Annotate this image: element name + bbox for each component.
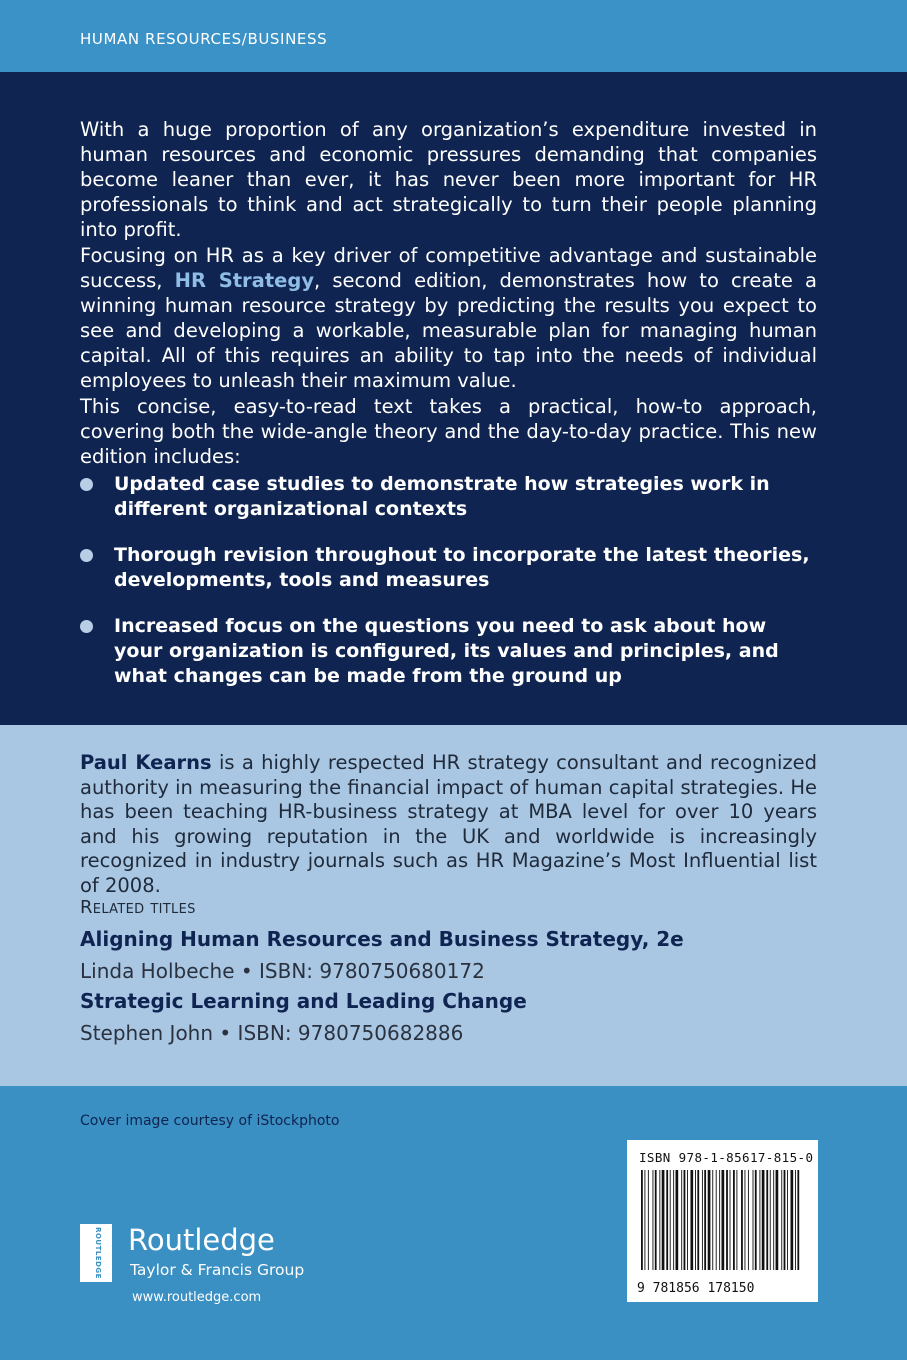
barcode-bar xyxy=(745,1170,746,1270)
barcode-bar xyxy=(641,1170,643,1270)
barcode-bar xyxy=(655,1170,657,1270)
barcode-bar xyxy=(791,1170,794,1270)
description-paragraph-3: This concise, easy-to-read text takes a practical, how-to approach, covering both the wide-angle theory and the day-to-day practice. This new edition includes: xyxy=(80,395,817,468)
barcode-bar xyxy=(653,1170,654,1270)
barcode-graphic xyxy=(637,1170,808,1296)
barcode-bar xyxy=(736,1170,737,1270)
barcode-bar xyxy=(708,1170,711,1270)
barcode-bar xyxy=(770,1170,771,1270)
bullet-dot-icon xyxy=(80,549,93,562)
related-titles-heading: Related titles xyxy=(80,897,196,918)
barcode-bar xyxy=(644,1170,645,1270)
barcode-bar xyxy=(762,1170,765,1270)
bullet-dot-icon xyxy=(80,478,93,491)
barcode-bar xyxy=(673,1170,674,1270)
barcode-bar xyxy=(670,1170,671,1270)
barcode-bar xyxy=(795,1170,796,1270)
barcode-bar xyxy=(781,1170,782,1270)
barcode-bar xyxy=(759,1170,760,1270)
list-item xyxy=(80,614,817,689)
feature-text: Increased focus on the questions you need to ask about how your organization is configured, its values and principles, and what changes can be made from the ground up xyxy=(114,615,779,687)
isbn-barcode xyxy=(627,1140,818,1302)
feature-text: Updated case studies to demonstrate how strategies work in different organizational contexts xyxy=(114,473,770,520)
feature-text: Thorough revision throughout to incorporate the latest theories, developments, tools and measures xyxy=(114,544,810,591)
author-name: Paul Kearns xyxy=(80,751,212,774)
related-meta-2: Stephen John • ISBN: 9780750682886 xyxy=(80,1021,464,1045)
barcode-bar xyxy=(722,1170,725,1270)
publisher-url: www.routledge.com xyxy=(132,1290,262,1305)
barcode-bar xyxy=(719,1170,720,1270)
description-panel xyxy=(0,72,907,725)
barcode-bar xyxy=(676,1170,679,1270)
barcode-bar xyxy=(730,1170,731,1270)
book-title-highlight: HR Strategy xyxy=(174,269,315,292)
image-credit: Cover image courtesy of iStockphoto xyxy=(80,1113,340,1129)
logo-vertical-text: ROUTLEDGE xyxy=(94,1227,102,1279)
barcode-bar xyxy=(733,1170,735,1270)
barcode-bar xyxy=(776,1170,779,1270)
description-paragraph-1: With a huge proportion of any organization’s expenditure invested in human resources and economic pressures demanding that companies become leaner than ever, it has never been more important for HR professionals to think and act strategically to turn their people planning into profit. xyxy=(80,118,817,241)
footer-panel xyxy=(0,1086,907,1360)
barcode-bar xyxy=(681,1170,682,1270)
list-item xyxy=(80,543,817,593)
barcode-bar xyxy=(726,1170,728,1270)
barcode-bar xyxy=(690,1170,693,1270)
bullet-dot-icon xyxy=(80,620,93,633)
list-item xyxy=(80,472,817,522)
description-paragraph-2 xyxy=(80,243,817,393)
barcode-bar xyxy=(755,1170,757,1270)
barcode-bar xyxy=(797,1170,799,1270)
barcode-bar xyxy=(766,1170,768,1270)
barcode-bar xyxy=(716,1170,717,1270)
barcode-bar xyxy=(666,1170,668,1270)
paragraph-2-rest: , second edition, demonstrates how to create a winning human resource strategy by predicting the results you expect to see and developing a workable, measurable plan for managing human capital. All of this requires an ability to tap into the needs of individual employees to unleash their maximum value. xyxy=(80,269,817,392)
barcode-bar xyxy=(784,1170,786,1270)
category-label: HUMAN RESOURCES/BUSINESS xyxy=(80,30,328,48)
barcode-digits: 9 781856 178150 xyxy=(637,1281,755,1296)
barcode-bar xyxy=(712,1170,713,1270)
barcode-bar xyxy=(648,1170,649,1270)
feature-list xyxy=(80,472,817,710)
barcode-bar xyxy=(704,1170,706,1270)
top-category-bar xyxy=(0,0,907,72)
barcode-bar xyxy=(753,1170,754,1270)
barcode-bar xyxy=(697,1170,699,1270)
author-bio xyxy=(80,751,817,898)
barcode-bar xyxy=(702,1170,703,1270)
publisher-name: Routledge xyxy=(128,1223,275,1257)
barcode-bar xyxy=(741,1170,743,1270)
routledge-logo-icon xyxy=(80,1224,112,1282)
barcode-bar xyxy=(662,1170,665,1270)
publisher-group: Taylor & Francis Group xyxy=(130,1261,305,1279)
author-panel xyxy=(0,725,907,1086)
related-title-2: Strategic Learning and Leading Change xyxy=(80,989,527,1013)
barcode-bar xyxy=(695,1170,696,1270)
related-title-1: Aligning Human Resources and Business Strategy, 2e xyxy=(80,927,684,951)
barcode-bar xyxy=(684,1170,686,1270)
barcode-bar xyxy=(687,1170,688,1270)
barcode-bar xyxy=(659,1170,660,1270)
author-bio-text: is a highly respected HR strategy consultant and recognized authority in measuring the financial impact of human capital strategies. He has been teaching HR-business strategy at MBA level for over 10 years and his growing reputation in the UK and worldwide is increasingly recognized in industry journals such as HR Magazine’s Most Influential list of 2008. xyxy=(80,751,817,897)
related-meta-1: Linda Holbeche • ISBN: 9780750680172 xyxy=(80,959,485,983)
barcode-bar xyxy=(787,1170,788,1270)
barcode-bar xyxy=(773,1170,774,1270)
isbn-label: ISBN 978-1-85617-815-0 xyxy=(639,1150,814,1165)
barcode-bar xyxy=(748,1170,749,1270)
paragraph-2-intro: Focusing on HR as a key driver of competitive advantage and sustainable success, xyxy=(80,244,817,292)
